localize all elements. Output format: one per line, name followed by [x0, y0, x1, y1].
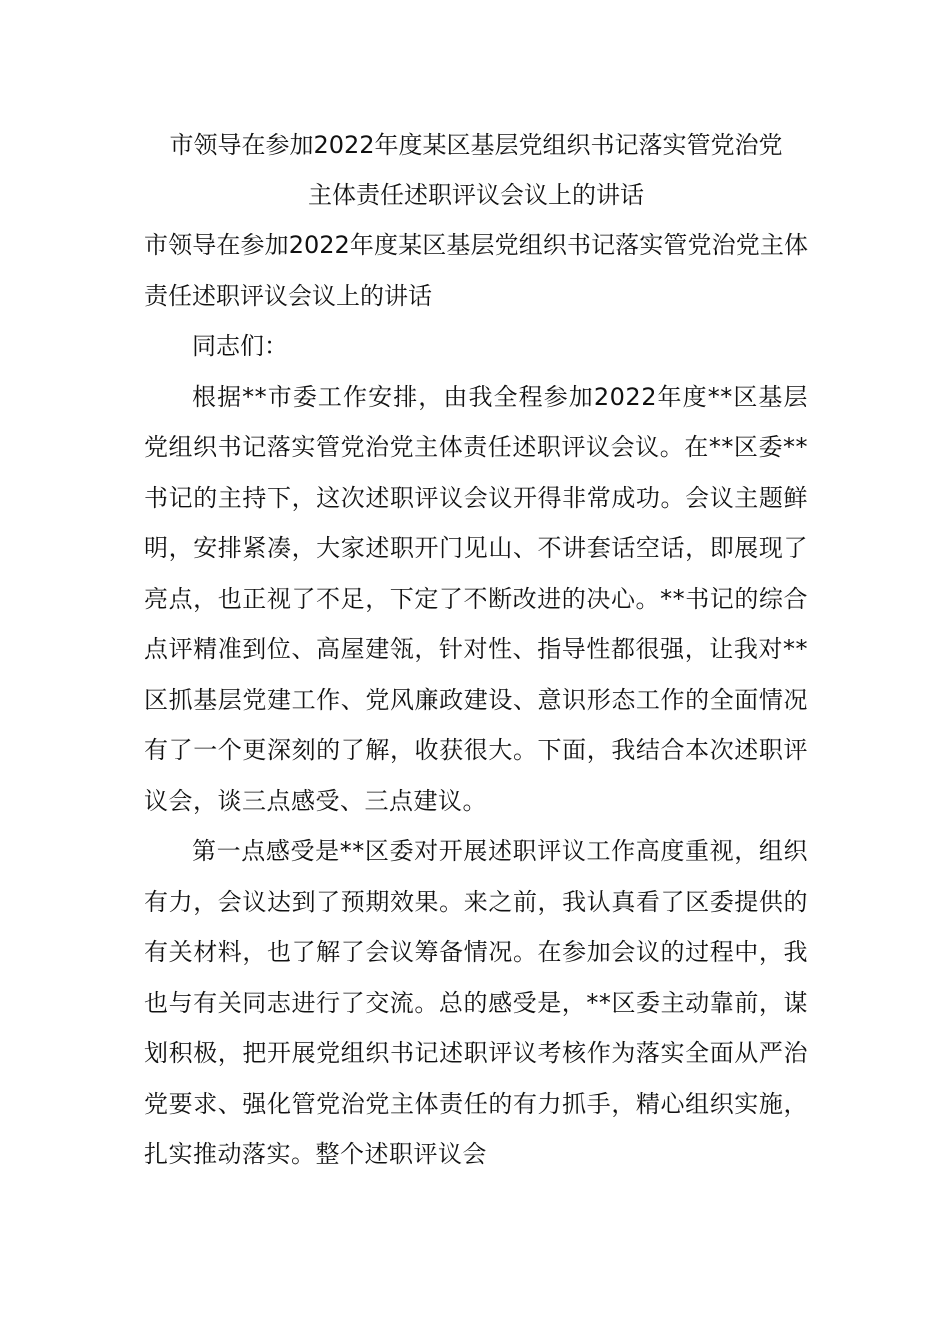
- title-line-2: 主体责任述职评议会议上的讲话: [308, 181, 644, 209]
- paragraph-2: 第一点感受是**区委对开展述职评议工作高度重视，组织有力，会议达到了预期效果。来之前，我认真看了区委提供的有关材料，也了解了会议筹备情况。在参加会议的过程中，我也与有关同志进行了交流。总的感受是，**区委主动靠前，谋划积极，把开展党组织书记述职评议考核作为落实全面从严治党要求、强化管党治党主体责任的有力抓手，精心组织实施，扎实推动落实。整个述职评议会: [144, 837, 808, 1168]
- document-body: [144, 220, 808, 1180]
- repeat-heading: 市领导在参加2022年度某区基层党组织书记落实管党治党主体责任述职评议会议上的讲话: [144, 231, 808, 310]
- salutation: 同志们：: [192, 332, 288, 360]
- paragraph-1: 根据**市委工作安排，由我全程参加2022年度**区基层党组织书记落实管党治党主体责任述职评议会议。在**区委**书记的主持下，这次述职评议会议开得非常成功。会议主题鲜明，安排紧凑，大家述职开门见山、不讲套话空话，即展现了亮点，也正视了不足，下定了不断改进的决心。**书记的综合点评精准到位、高屋建瓴，针对性、指导性都很强，让我对**区抓基层党建工作、党风廉政建设、意识形态工作的全面情况有了一个更深刻的了解，收获很大。下面，我结合本次述职评议会，谈三点感受、三点建议。: [144, 382, 808, 815]
- document-title: [144, 120, 808, 220]
- title-line-1: 市领导在参加2022年度某区基层党组织书记落实管党治党: [169, 131, 783, 159]
